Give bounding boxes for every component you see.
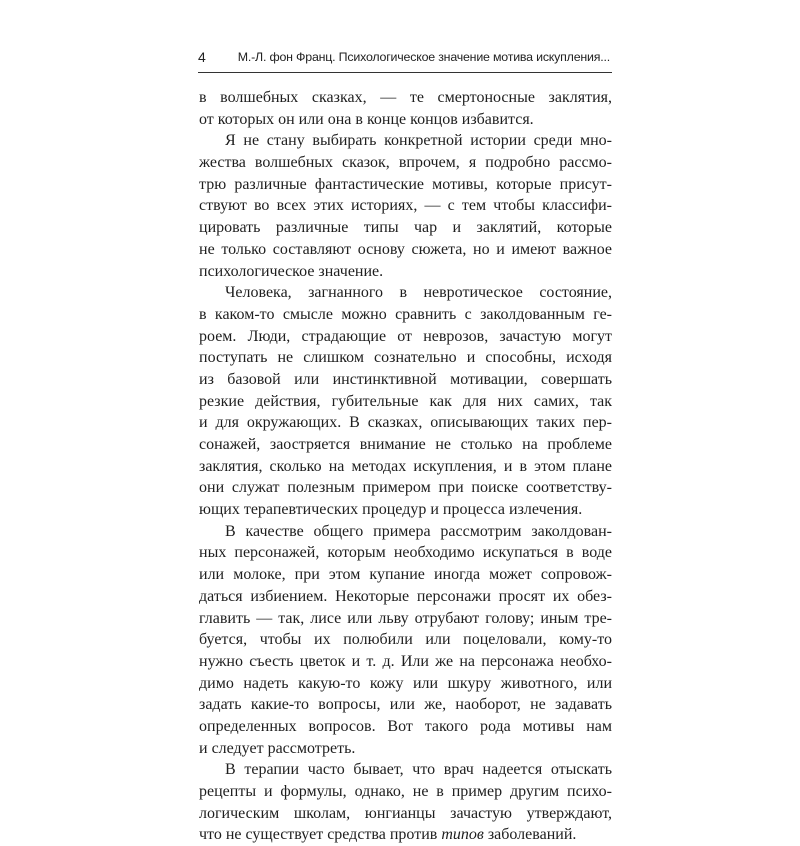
text-line: цировать различные типы чар и заклятий, которые <box>199 219 612 237</box>
text-line: резкие действия, губительные как для них самих, так <box>199 392 612 410</box>
text-line: жества волшебных сказок, впрочем, я подробно рассмо- <box>199 154 612 172</box>
text-line: роем. Люди, страдающие от неврозов, зачастую могут <box>199 327 612 345</box>
text-line: Человека, загнанного в невротическое состояние, <box>225 284 612 302</box>
text-line: определенных вопросов. Вот такого рода мотивы нам <box>199 717 612 735</box>
text-line: В терапии часто бывает, что врач надеется отыскать <box>225 761 612 779</box>
text-line: и следует рассмотреть. <box>199 739 356 757</box>
text-line: рецепты и формулы, однако, не в пример другим психо- <box>199 783 612 800</box>
text-line: даться избиением. Некоторые персонажи просят их обез- <box>199 587 612 605</box>
text-line: или молоке, при этом купание иногда может сопровож- <box>199 566 612 584</box>
text-line: они служат полезным примером при поиске соответству- <box>199 479 612 497</box>
running-header <box>198 46 612 73</box>
text-line: от которых он или она в конце концов избавится. <box>199 110 534 128</box>
text-line: буется, чтобы их полюбили или поцеловали, кому-то <box>199 631 612 649</box>
page-body <box>199 87 612 846</box>
text-line: в волшебных сказках, — те смертоносные заклятия, <box>199 89 612 106</box>
text-line: трю различные фантастические мотивы, которые присут- <box>199 175 612 193</box>
text-line: В качестве общего примера рассмотрим заколдован- <box>225 522 612 540</box>
text-line: Я не стану выбирать конкретной истории среди мно- <box>225 132 612 150</box>
text-line <box>199 824 612 846</box>
text-line: ствуют во всех этих историях, — с тем чтобы классифи- <box>199 197 612 215</box>
text-line: в каком-то смысле можно сравнить с заколдованным ге- <box>199 305 612 323</box>
text-line: заклятия, сколько на методах искупления, и в этом плане <box>199 457 612 475</box>
page-number: 4 <box>198 49 206 65</box>
text-line: ных персонажей, которым необходимо искупаться в воде <box>199 544 612 562</box>
text-line: логическим школам, юнгианцы зачастую утверждают, <box>199 804 612 822</box>
text-span: что не существует средства против <box>199 826 442 844</box>
text-line: ющих терапевтических процедур и процесса излечения. <box>199 501 583 519</box>
text-line: и для окружающих. В сказках, описывающих таких пер- <box>199 414 612 432</box>
text-line: главить — так, лисе или льву отрубают голову; иным тре- <box>199 609 612 627</box>
text-line: из базовой или инстинктивной мотивации, совершать <box>199 370 612 388</box>
text-span: заболеваний. <box>483 826 577 844</box>
running-title: М.-Л. фон Франц. Психологическое значение мотива искупления... <box>237 50 610 64</box>
italic-emphasis: типов <box>441 826 484 844</box>
text-line: сонажей, заостряется внимание не столько на проблеме <box>199 436 612 453</box>
text-line: не только составляют основу сюжета, но и имеют важное <box>199 240 612 258</box>
text-line: задать какие-то вопросы, или же, наоборот, не задавать <box>199 696 612 714</box>
text-line: нужно съесть цветок и т. д. Или же на персонажа необхо- <box>199 652 612 670</box>
text-line: поступать не слишком сознательно и способны, исходя <box>199 349 612 367</box>
text-line: психологическое значение. <box>199 262 384 280</box>
text-line: димо надеть какую-то кожу или шкуру животного, или <box>199 674 612 692</box>
